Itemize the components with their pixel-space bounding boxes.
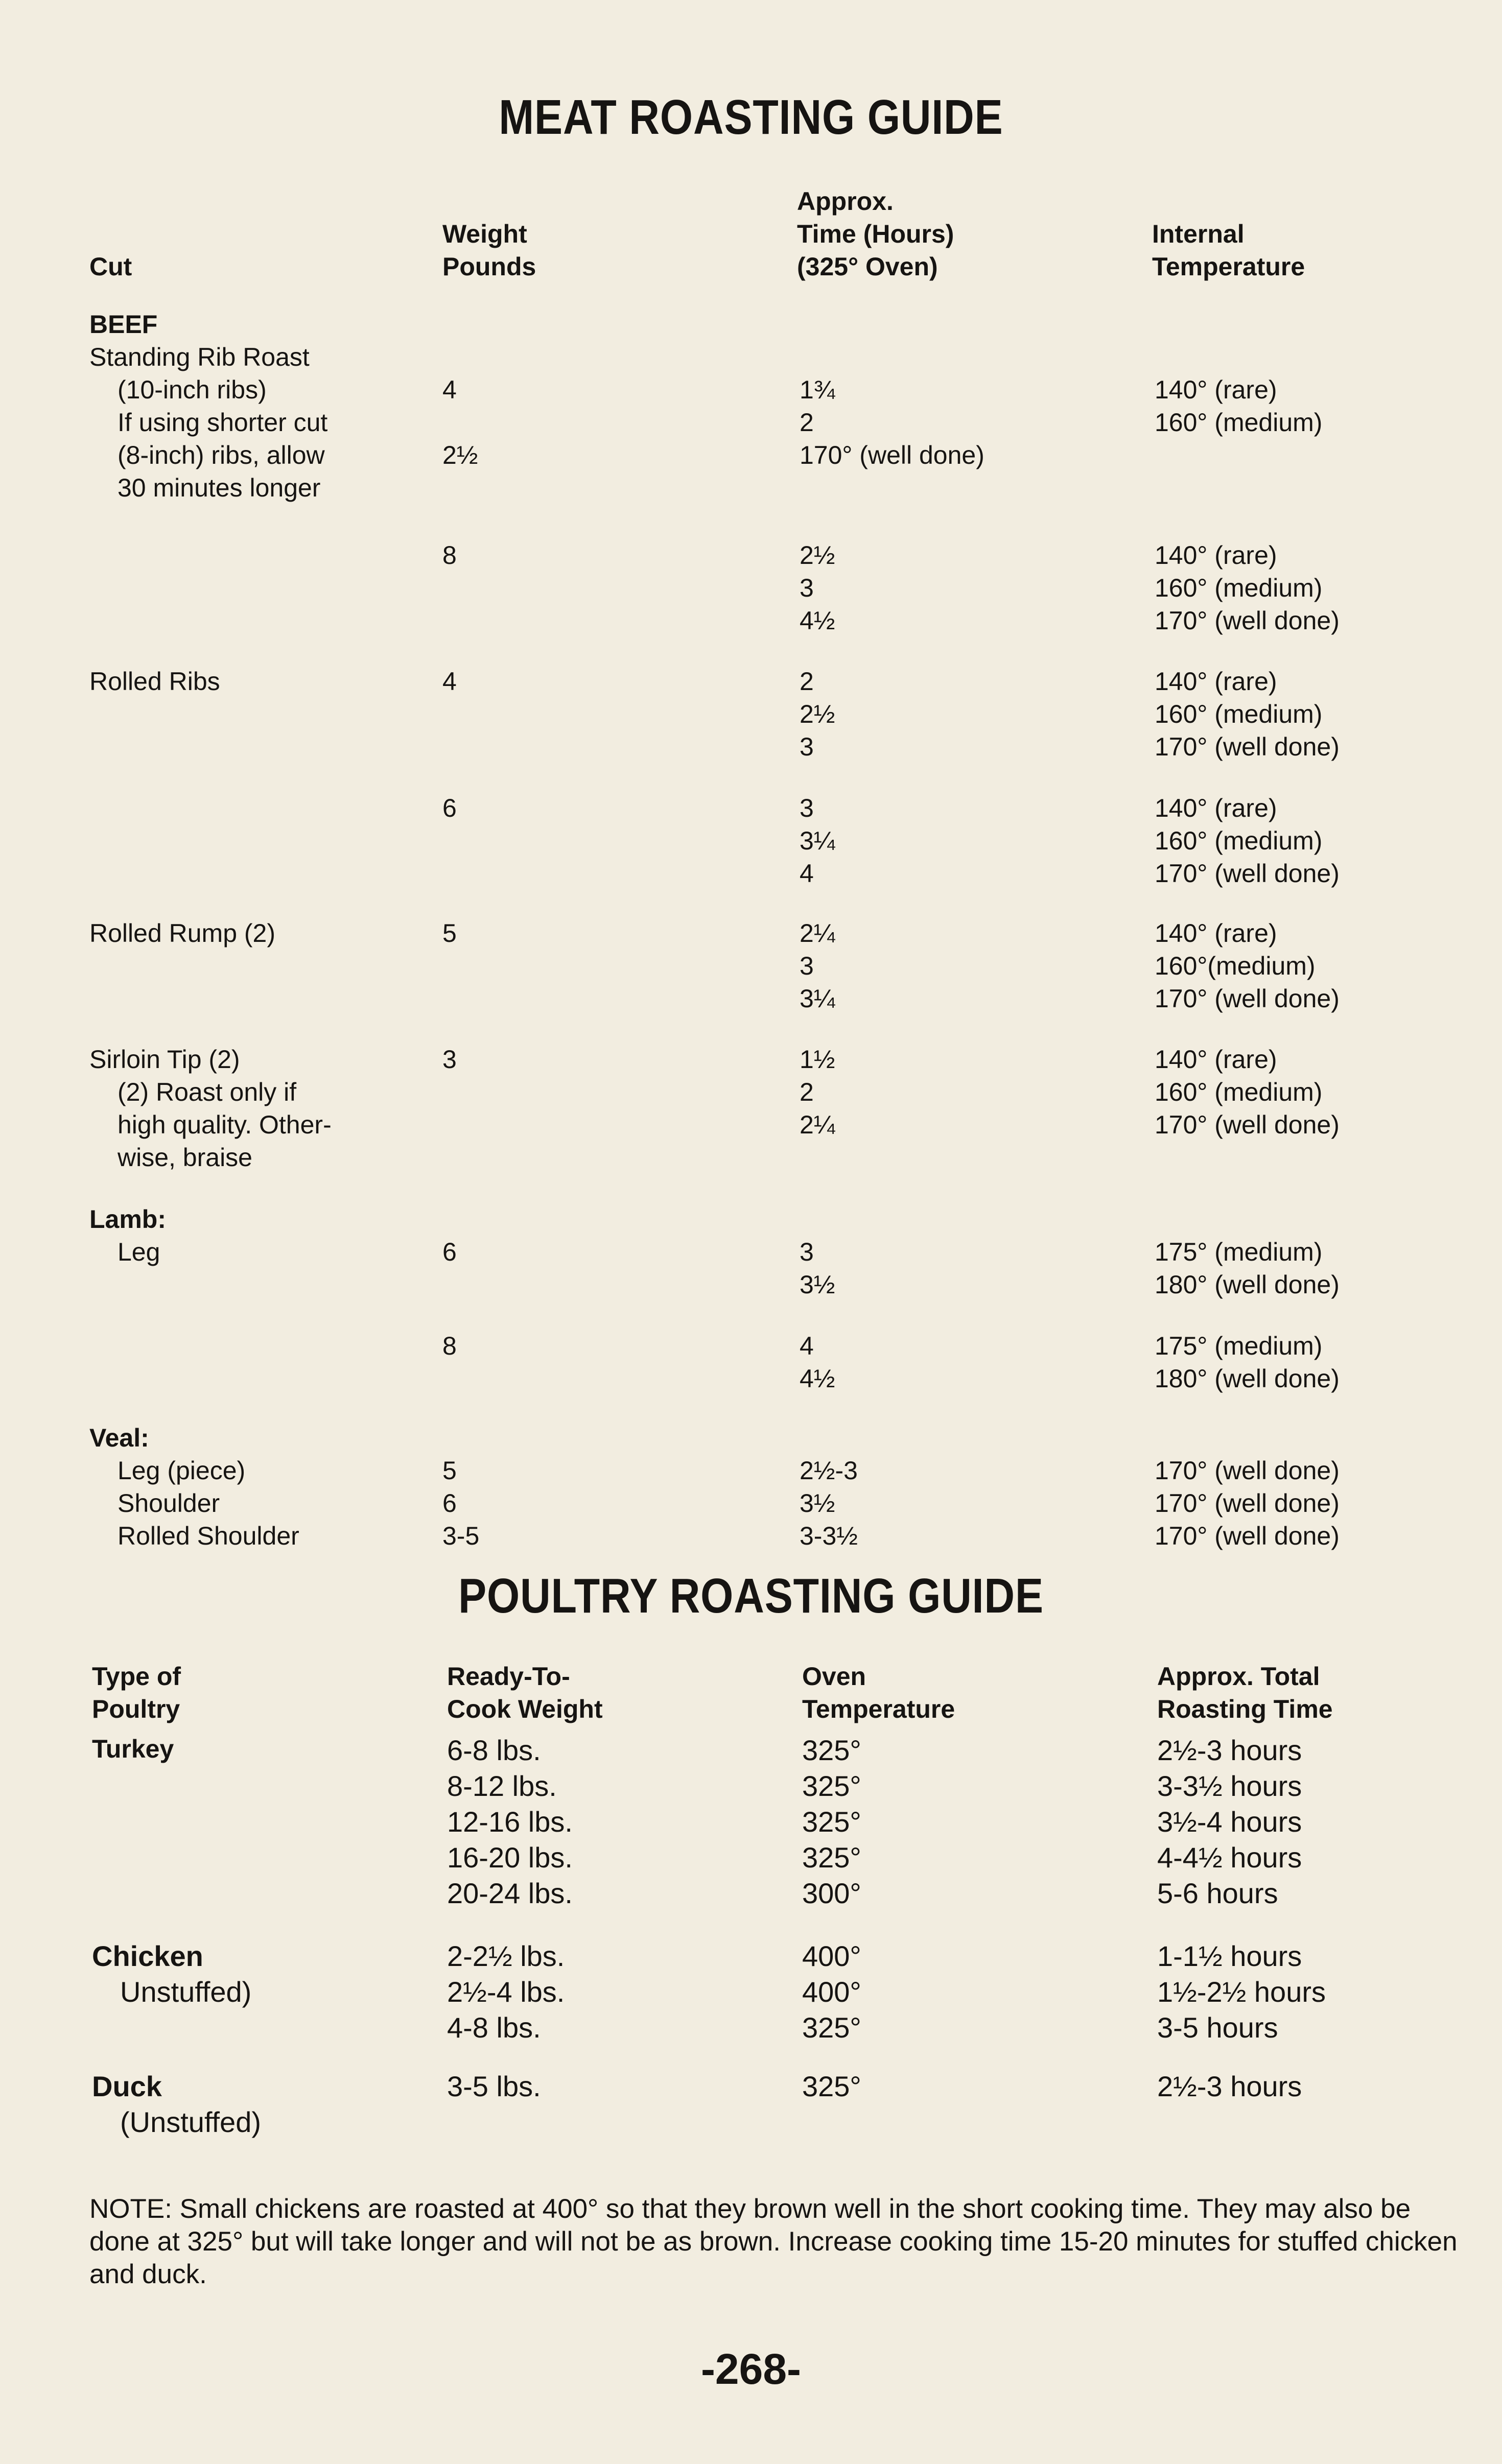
cut-cell: Rolled Rump (2) bbox=[89, 919, 276, 947]
temperature-cell: 140° (rare) 160° (medium) 170° (well done) bbox=[1155, 1045, 1340, 1139]
cut-cell: Lamb: Leg bbox=[89, 1205, 166, 1266]
weight-cell: 4 2½ bbox=[442, 375, 478, 469]
weight-cell: 8 bbox=[442, 541, 457, 570]
cut-cell: Veal: Leg (piece) Shoulder Rolled Shoulder bbox=[89, 1424, 299, 1550]
type-cell: Duck (Unstuffed) bbox=[92, 2070, 261, 2138]
weight-cell: 5 bbox=[442, 919, 457, 947]
temperature-cell: 140° (rare) 160° (medium) 170° (well done) bbox=[1155, 794, 1340, 888]
time-cell: 2½-3 hours bbox=[1157, 2070, 1302, 2102]
time-cell: 1¾ 2 170° (well done) bbox=[800, 375, 984, 469]
oven-cell: 400° 400° 325° bbox=[802, 1940, 861, 2044]
temperature-cell: 175° (medium) 180° (well done) bbox=[1155, 1332, 1340, 1393]
weight-cell: 3-5 lbs. bbox=[447, 2070, 541, 2102]
meat-roasting-guide-title: MEAT ROASTING GUIDE bbox=[499, 90, 1003, 145]
cut-cell: Sirloin Tip (2) (2) Roast only if high quality. Other- wise, braise bbox=[89, 1045, 332, 1172]
time-cell: 4 4½ bbox=[800, 1332, 835, 1393]
time-cell: 3 3½ bbox=[800, 1238, 835, 1299]
temperature-cell: 140° (rare) 160°(medium) 170° (well done) bbox=[1155, 919, 1340, 1013]
time-cell: 1-1½ hours 1½-2½ hours 3-5 hours bbox=[1157, 1940, 1326, 2044]
oven-cell: 325° bbox=[802, 2070, 861, 2102]
time-cell: 3 3¼ 4 bbox=[800, 794, 835, 888]
weight-cell: 8 bbox=[442, 1332, 457, 1360]
time-cell: 2½ 3 4½ bbox=[800, 541, 835, 635]
cut-cell: BEEF Standing Rib Roast (10-inch ribs) If using shorter cut (8-inch) ribs, allow 30 minutes longer bbox=[89, 310, 328, 502]
time-cell: 2¼ 3 3¼ bbox=[800, 919, 835, 1013]
poultry-header-weight: Ready-To- Cook Weight bbox=[447, 1662, 603, 1723]
time-cell: 2½-3 hours 3-3½ hours 3½-4 hours 4-4½ hours 5-6 hours bbox=[1157, 1734, 1302, 1909]
poultry-header-type: Type of Poultry bbox=[92, 1662, 181, 1723]
time-cell: 2½-3 3½ 3-3½ bbox=[800, 1456, 858, 1550]
weight-cell: 4 bbox=[442, 667, 457, 696]
type-cell: Chicken Unstuffed) bbox=[92, 1940, 252, 2008]
time-cell: 1½ 2 2¼ bbox=[800, 1045, 835, 1139]
poultry-header-time: Approx. Total Roasting Time bbox=[1157, 1662, 1333, 1723]
meat-header-temperature: Internal Temperature bbox=[1152, 220, 1305, 281]
cut-cell: Rolled Ribs bbox=[89, 667, 220, 696]
temperature-cell: 140° (rare) 160° (medium) bbox=[1155, 375, 1323, 437]
type-cell: Turkey bbox=[92, 1735, 174, 1763]
temperature-cell: 140° (rare) 160° (medium) 170° (well done) bbox=[1155, 667, 1340, 761]
weight-cell: 5 6 3-5 bbox=[442, 1456, 480, 1550]
temperature-cell: 140° (rare) 160° (medium) 170° (well done) bbox=[1155, 541, 1340, 635]
roasting-note: NOTE: Small chickens are roasted at 400° so that they brown well in the short cooking time. They may also be done at 325° but will take longer and will not be as brown. Increase cooking time 15-20 minutes for stuffed chicken and duck. bbox=[89, 2194, 1458, 2289]
meat-header-cut: Cut bbox=[89, 252, 132, 281]
meat-header-weight: Weight Pounds bbox=[442, 220, 536, 281]
weight-cell: 6-8 lbs. 8-12 lbs. 12-16 lbs. 16-20 lbs. 20-24 lbs. bbox=[447, 1734, 573, 1909]
weight-cell: 2-2½ lbs. 2½-4 lbs. 4-8 lbs. bbox=[447, 1940, 565, 2044]
page-number: -268- bbox=[700, 2345, 802, 2393]
weight-cell: 6 bbox=[442, 794, 457, 822]
temperature-cell: 170° (well done) 170° (well done) 170° (well done) bbox=[1155, 1456, 1340, 1550]
oven-cell: 325° 325° 325° 325° 300° bbox=[802, 1734, 861, 1909]
temperature-cell: 175° (medium) 180° (well done) bbox=[1155, 1238, 1340, 1299]
poultry-header-oven: Oven Temperature bbox=[802, 1662, 955, 1723]
time-cell: 2 2½ 3 bbox=[800, 667, 835, 761]
weight-cell: 6 bbox=[442, 1238, 457, 1266]
meat-header-time: Approx. Time (Hours) (325° Oven) bbox=[797, 187, 954, 281]
weight-cell: 3 bbox=[442, 1045, 457, 1074]
poultry-roasting-guide-title: POULTRY ROASTING GUIDE bbox=[458, 1569, 1044, 1623]
